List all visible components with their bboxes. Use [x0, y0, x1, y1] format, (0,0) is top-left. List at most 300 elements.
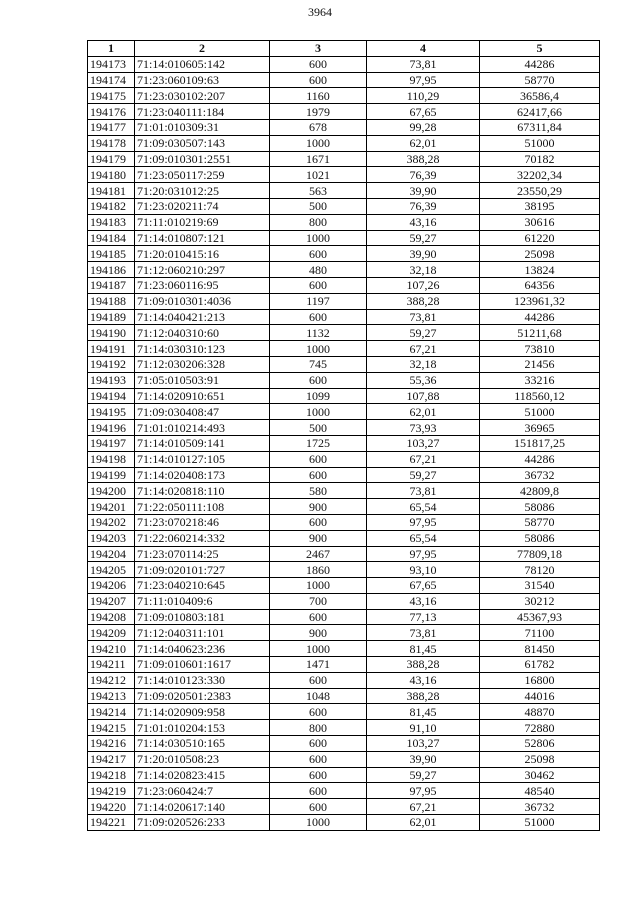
row-number-cell: 194197 [88, 435, 135, 451]
row-number-cell: 194188 [88, 293, 135, 309]
rate-cell: 43,16 [367, 214, 480, 230]
table-row [88, 783, 600, 799]
table-row [88, 736, 600, 752]
rate-cell: 73,81 [367, 56, 480, 72]
value-cell: 21456 [480, 356, 600, 372]
area-cell: 600 [270, 372, 367, 388]
area-cell: 1000 [270, 135, 367, 151]
rate-cell: 67,21 [367, 341, 480, 357]
value-cell: 44016 [480, 688, 600, 704]
cadastral-number-cell: 71:12:030206:328 [135, 356, 270, 372]
rate-cell: 77,13 [367, 609, 480, 625]
rate-cell: 97,95 [367, 783, 480, 799]
area-cell: 600 [270, 451, 367, 467]
value-cell: 25098 [480, 751, 600, 767]
area-cell: 1000 [270, 578, 367, 594]
table-row [88, 641, 600, 657]
rate-cell: 93,10 [367, 562, 480, 578]
area-cell: 600 [270, 751, 367, 767]
rate-cell: 81,45 [367, 704, 480, 720]
rate-cell: 59,27 [367, 767, 480, 783]
row-number-cell: 194179 [88, 151, 135, 167]
area-cell: 800 [270, 720, 367, 736]
area-cell: 600 [270, 736, 367, 752]
table-row [88, 309, 600, 325]
rate-cell: 103,27 [367, 736, 480, 752]
cadastral-number-cell: 71:09:030507:143 [135, 135, 270, 151]
rate-cell: 59,27 [367, 325, 480, 341]
value-cell: 32202,34 [480, 167, 600, 183]
row-number-cell: 194195 [88, 404, 135, 420]
area-cell: 1671 [270, 151, 367, 167]
cadastral-number-cell: 71:23:060424:7 [135, 783, 270, 799]
row-number-cell: 194215 [88, 720, 135, 736]
cadastral-number-cell: 71:20:031012:25 [135, 183, 270, 199]
row-number-cell: 194196 [88, 420, 135, 436]
rate-cell: 388,28 [367, 657, 480, 673]
value-cell: 33216 [480, 372, 600, 388]
table-row [88, 625, 600, 641]
area-cell: 1021 [270, 167, 367, 183]
table-row [88, 214, 600, 230]
row-number-cell: 194220 [88, 799, 135, 815]
row-number-cell: 194201 [88, 499, 135, 515]
table-row [88, 388, 600, 404]
rate-cell: 67,21 [367, 799, 480, 815]
cadastral-number-cell: 71:20:010508:23 [135, 751, 270, 767]
row-number-cell: 194176 [88, 104, 135, 120]
rate-cell: 32,18 [367, 262, 480, 278]
header-row [88, 41, 600, 57]
area-cell: 1979 [270, 104, 367, 120]
table-row [88, 688, 600, 704]
table-row [88, 104, 600, 120]
area-cell: 900 [270, 499, 367, 515]
cadastral-number-cell: 71:05:010503:91 [135, 372, 270, 388]
cadastral-number-cell: 71:14:020408:173 [135, 467, 270, 483]
cadastral-number-cell: 71:09:020501:2383 [135, 688, 270, 704]
row-number-cell: 194206 [88, 578, 135, 594]
value-cell: 73810 [480, 341, 600, 357]
cadastral-number-cell: 71:14:010123:330 [135, 672, 270, 688]
row-number-cell: 194210 [88, 641, 135, 657]
cadastral-number-cell: 71:23:040111:184 [135, 104, 270, 120]
area-cell: 1471 [270, 657, 367, 673]
cadastral-number-cell: 71:23:070218:46 [135, 514, 270, 530]
table-row [88, 151, 600, 167]
rate-cell: 73,81 [367, 309, 480, 325]
value-cell: 58770 [480, 72, 600, 88]
table-row [88, 546, 600, 562]
table-row [88, 262, 600, 278]
page-number: 3964 [308, 5, 332, 19]
area-cell: 700 [270, 593, 367, 609]
area-cell: 600 [270, 704, 367, 720]
value-cell: 25098 [480, 246, 600, 262]
table-row [88, 593, 600, 609]
value-cell: 44286 [480, 56, 600, 72]
area-cell: 600 [270, 72, 367, 88]
value-cell: 48540 [480, 783, 600, 799]
row-number-cell: 194191 [88, 341, 135, 357]
area-cell: 1048 [270, 688, 367, 704]
table-row [88, 420, 600, 436]
table-row [88, 609, 600, 625]
rate-cell: 388,28 [367, 151, 480, 167]
cadastral-number-cell: 71:14:010127:105 [135, 451, 270, 467]
rate-cell: 81,45 [367, 641, 480, 657]
value-cell: 36965 [480, 420, 600, 436]
cadastral-number-cell: 71:12:060210:297 [135, 262, 270, 278]
value-cell: 58770 [480, 514, 600, 530]
area-cell: 480 [270, 262, 367, 278]
row-number-cell: 194181 [88, 183, 135, 199]
area-cell: 1000 [270, 815, 367, 831]
rate-cell: 62,01 [367, 135, 480, 151]
row-number-cell: 194183 [88, 214, 135, 230]
table-row [88, 720, 600, 736]
row-number-cell: 194194 [88, 388, 135, 404]
table-row [88, 799, 600, 815]
table-row [88, 562, 600, 578]
rate-cell: 65,54 [367, 499, 480, 515]
area-cell: 678 [270, 119, 367, 135]
table-row [88, 435, 600, 451]
table-row [88, 483, 600, 499]
value-cell: 44286 [480, 309, 600, 325]
rate-cell: 39,90 [367, 751, 480, 767]
value-cell: 67311,84 [480, 119, 600, 135]
table-row [88, 404, 600, 420]
area-cell: 600 [270, 783, 367, 799]
value-cell: 30212 [480, 593, 600, 609]
cadastral-number-cell: 71:09:010301:2551 [135, 151, 270, 167]
table-row [88, 246, 600, 262]
area-cell: 1099 [270, 388, 367, 404]
value-cell: 36586,4 [480, 88, 600, 104]
area-cell: 1860 [270, 562, 367, 578]
rate-cell: 59,27 [367, 467, 480, 483]
column-header-4: 4 [367, 41, 480, 57]
rate-cell: 76,39 [367, 167, 480, 183]
row-number-cell: 194205 [88, 562, 135, 578]
row-number-cell: 194213 [88, 688, 135, 704]
column-header-3: 3 [270, 41, 367, 57]
table-row [88, 293, 600, 309]
value-cell: 16800 [480, 672, 600, 688]
cadastral-number-cell: 71:14:040623:236 [135, 641, 270, 657]
rate-cell: 62,01 [367, 815, 480, 831]
land-plot-table [87, 40, 600, 831]
cadastral-number-cell: 71:14:030510:165 [135, 736, 270, 752]
table-row [88, 751, 600, 767]
cadastral-number-cell: 71:09:010301:4036 [135, 293, 270, 309]
row-number-cell: 194173 [88, 56, 135, 72]
rate-cell: 67,65 [367, 104, 480, 120]
table-row [88, 704, 600, 720]
row-number-cell: 194193 [88, 372, 135, 388]
area-cell: 600 [270, 309, 367, 325]
rate-cell: 103,27 [367, 435, 480, 451]
row-number-cell: 194192 [88, 356, 135, 372]
table-row [88, 815, 600, 831]
value-cell: 42809,8 [480, 483, 600, 499]
column-header-5: 5 [480, 41, 600, 57]
value-cell: 30462 [480, 767, 600, 783]
row-number-cell: 194200 [88, 483, 135, 499]
area-cell: 1000 [270, 404, 367, 420]
cadastral-number-cell: 71:23:020211:74 [135, 198, 270, 214]
row-number-cell: 194208 [88, 609, 135, 625]
table-row [88, 356, 600, 372]
rate-cell: 97,95 [367, 546, 480, 562]
row-number-cell: 194219 [88, 783, 135, 799]
cadastral-number-cell: 71:09:020101:727 [135, 562, 270, 578]
row-number-cell: 194187 [88, 277, 135, 293]
cadastral-number-cell: 71:23:030102:207 [135, 88, 270, 104]
area-cell: 1000 [270, 641, 367, 657]
value-cell: 118560,12 [480, 388, 600, 404]
row-number-cell: 194177 [88, 119, 135, 135]
rate-cell: 65,54 [367, 530, 480, 546]
rate-cell: 388,28 [367, 293, 480, 309]
value-cell: 151817,25 [480, 435, 600, 451]
row-number-cell: 194174 [88, 72, 135, 88]
value-cell: 31540 [480, 578, 600, 594]
area-cell: 600 [270, 799, 367, 815]
rate-cell: 32,18 [367, 356, 480, 372]
cadastral-number-cell: 71:14:020818:110 [135, 483, 270, 499]
table-row [88, 72, 600, 88]
cadastral-number-cell: 71:11:010219:69 [135, 214, 270, 230]
table-row [88, 578, 600, 594]
cadastral-number-cell: 71:09:010601:1617 [135, 657, 270, 673]
area-cell: 1725 [270, 435, 367, 451]
rate-cell: 73,81 [367, 483, 480, 499]
column-header-2: 2 [135, 41, 270, 57]
rate-cell: 107,88 [367, 388, 480, 404]
cadastral-number-cell: 71:12:040310:60 [135, 325, 270, 341]
table-row [88, 183, 600, 199]
area-cell: 800 [270, 214, 367, 230]
table-row [88, 198, 600, 214]
area-cell: 1197 [270, 293, 367, 309]
row-number-cell: 194207 [88, 593, 135, 609]
rate-cell: 43,16 [367, 672, 480, 688]
table-row [88, 467, 600, 483]
value-cell: 45367,93 [480, 609, 600, 625]
row-number-cell: 194199 [88, 467, 135, 483]
table-row [88, 277, 600, 293]
row-number-cell: 194180 [88, 167, 135, 183]
cadastral-number-cell: 71:14:020823:415 [135, 767, 270, 783]
table-row [88, 119, 600, 135]
row-number-cell: 194186 [88, 262, 135, 278]
cadastral-number-cell: 71:23:060116:95 [135, 277, 270, 293]
value-cell: 44286 [480, 451, 600, 467]
table-row [88, 56, 600, 72]
row-number-cell: 194211 [88, 657, 135, 673]
rate-cell: 91,10 [367, 720, 480, 736]
area-cell: 600 [270, 246, 367, 262]
rate-cell: 39,90 [367, 183, 480, 199]
table-header [88, 41, 600, 57]
value-cell: 64356 [480, 277, 600, 293]
area-cell: 1000 [270, 230, 367, 246]
table-row [88, 767, 600, 783]
cadastral-number-cell: 71:01:010214:493 [135, 420, 270, 436]
value-cell: 51000 [480, 404, 600, 420]
cadastral-number-cell: 71:14:020909:958 [135, 704, 270, 720]
table-row [88, 135, 600, 151]
area-cell: 600 [270, 56, 367, 72]
table-body [88, 56, 600, 830]
row-number-cell: 194190 [88, 325, 135, 341]
table-row [88, 514, 600, 530]
value-cell: 36732 [480, 467, 600, 483]
cadastral-number-cell: 71:20:010415:16 [135, 246, 270, 262]
value-cell: 62417,66 [480, 104, 600, 120]
cadastral-number-cell: 71:23:070114:25 [135, 546, 270, 562]
value-cell: 48870 [480, 704, 600, 720]
row-number-cell: 194217 [88, 751, 135, 767]
cadastral-number-cell: 71:09:010803:181 [135, 609, 270, 625]
area-cell: 600 [270, 514, 367, 530]
value-cell: 51211,68 [480, 325, 600, 341]
table-row [88, 372, 600, 388]
rate-cell: 97,95 [367, 72, 480, 88]
cadastral-number-cell: 71:09:030408:47 [135, 404, 270, 420]
area-cell: 600 [270, 609, 367, 625]
value-cell: 61220 [480, 230, 600, 246]
area-cell: 600 [270, 767, 367, 783]
area-cell: 500 [270, 420, 367, 436]
row-number-cell: 194185 [88, 246, 135, 262]
cadastral-number-cell: 71:14:020910:651 [135, 388, 270, 404]
value-cell: 30616 [480, 214, 600, 230]
row-number-cell: 194198 [88, 451, 135, 467]
cadastral-number-cell: 71:22:060214:332 [135, 530, 270, 546]
row-number-cell: 194204 [88, 546, 135, 562]
cadastral-number-cell: 71:01:010204:153 [135, 720, 270, 736]
rate-cell: 43,16 [367, 593, 480, 609]
value-cell: 52806 [480, 736, 600, 752]
rate-cell: 62,01 [367, 404, 480, 420]
rate-cell: 39,90 [367, 246, 480, 262]
area-cell: 2467 [270, 546, 367, 562]
table-row [88, 167, 600, 183]
table-row [88, 341, 600, 357]
rate-cell: 99,28 [367, 119, 480, 135]
cadastral-number-cell: 71:22:050111:108 [135, 499, 270, 515]
area-cell: 1132 [270, 325, 367, 341]
area-cell: 900 [270, 625, 367, 641]
row-number-cell: 194182 [88, 198, 135, 214]
rate-cell: 110,29 [367, 88, 480, 104]
table-row [88, 88, 600, 104]
value-cell: 36732 [480, 799, 600, 815]
cadastral-number-cell: 71:14:010509:141 [135, 435, 270, 451]
cadastral-number-cell: 71:14:010605:142 [135, 56, 270, 72]
value-cell: 51000 [480, 135, 600, 151]
cadastral-number-cell: 71:09:020526:233 [135, 815, 270, 831]
value-cell: 13824 [480, 262, 600, 278]
area-cell: 1000 [270, 341, 367, 357]
rate-cell: 97,95 [367, 514, 480, 530]
value-cell: 58086 [480, 499, 600, 515]
value-cell: 71100 [480, 625, 600, 641]
area-cell: 580 [270, 483, 367, 499]
rate-cell: 59,27 [367, 230, 480, 246]
cadastral-number-cell: 71:14:010807:121 [135, 230, 270, 246]
cadastral-number-cell: 71:23:040210:645 [135, 578, 270, 594]
area-cell: 563 [270, 183, 367, 199]
area-cell: 900 [270, 530, 367, 546]
row-number-cell: 194209 [88, 625, 135, 641]
area-cell: 600 [270, 467, 367, 483]
rate-cell: 73,81 [367, 625, 480, 641]
cadastral-number-cell: 71:01:010309:31 [135, 119, 270, 135]
cadastral-number-cell: 71:11:010409:6 [135, 593, 270, 609]
rate-cell: 73,93 [367, 420, 480, 436]
rate-cell: 67,21 [367, 451, 480, 467]
cadastral-number-cell: 71:12:040311:101 [135, 625, 270, 641]
row-number-cell: 194202 [88, 514, 135, 530]
rate-cell: 388,28 [367, 688, 480, 704]
row-number-cell: 194218 [88, 767, 135, 783]
value-cell: 81450 [480, 641, 600, 657]
cadastral-number-cell: 71:14:020617:140 [135, 799, 270, 815]
value-cell: 51000 [480, 815, 600, 831]
table-row [88, 499, 600, 515]
row-number-cell: 194203 [88, 530, 135, 546]
rate-cell: 55,36 [367, 372, 480, 388]
value-cell: 61782 [480, 657, 600, 673]
table-row [88, 325, 600, 341]
area-cell: 745 [270, 356, 367, 372]
row-number-cell: 194214 [88, 704, 135, 720]
rate-cell: 107,26 [367, 277, 480, 293]
table-row [88, 672, 600, 688]
table-row [88, 530, 600, 546]
cadastral-number-cell: 71:23:060109:63 [135, 72, 270, 88]
table-row [88, 451, 600, 467]
row-number-cell: 194189 [88, 309, 135, 325]
row-number-cell: 194178 [88, 135, 135, 151]
column-header-1: 1 [88, 41, 135, 57]
value-cell: 78120 [480, 562, 600, 578]
value-cell: 23550,29 [480, 183, 600, 199]
row-number-cell: 194212 [88, 672, 135, 688]
cadastral-number-cell: 71:14:040421:213 [135, 309, 270, 325]
area-cell: 600 [270, 672, 367, 688]
table-row [88, 657, 600, 673]
area-cell: 600 [270, 277, 367, 293]
value-cell: 123961,32 [480, 293, 600, 309]
table-row [88, 230, 600, 246]
value-cell: 70182 [480, 151, 600, 167]
row-number-cell: 194221 [88, 815, 135, 831]
rate-cell: 76,39 [367, 198, 480, 214]
row-number-cell: 194184 [88, 230, 135, 246]
value-cell: 58086 [480, 530, 600, 546]
area-cell: 1160 [270, 88, 367, 104]
area-cell: 500 [270, 198, 367, 214]
row-number-cell: 194175 [88, 88, 135, 104]
cadastral-number-cell: 71:14:030310:123 [135, 341, 270, 357]
value-cell: 77809,18 [480, 546, 600, 562]
cadastral-number-cell: 71:23:050117:259 [135, 167, 270, 183]
